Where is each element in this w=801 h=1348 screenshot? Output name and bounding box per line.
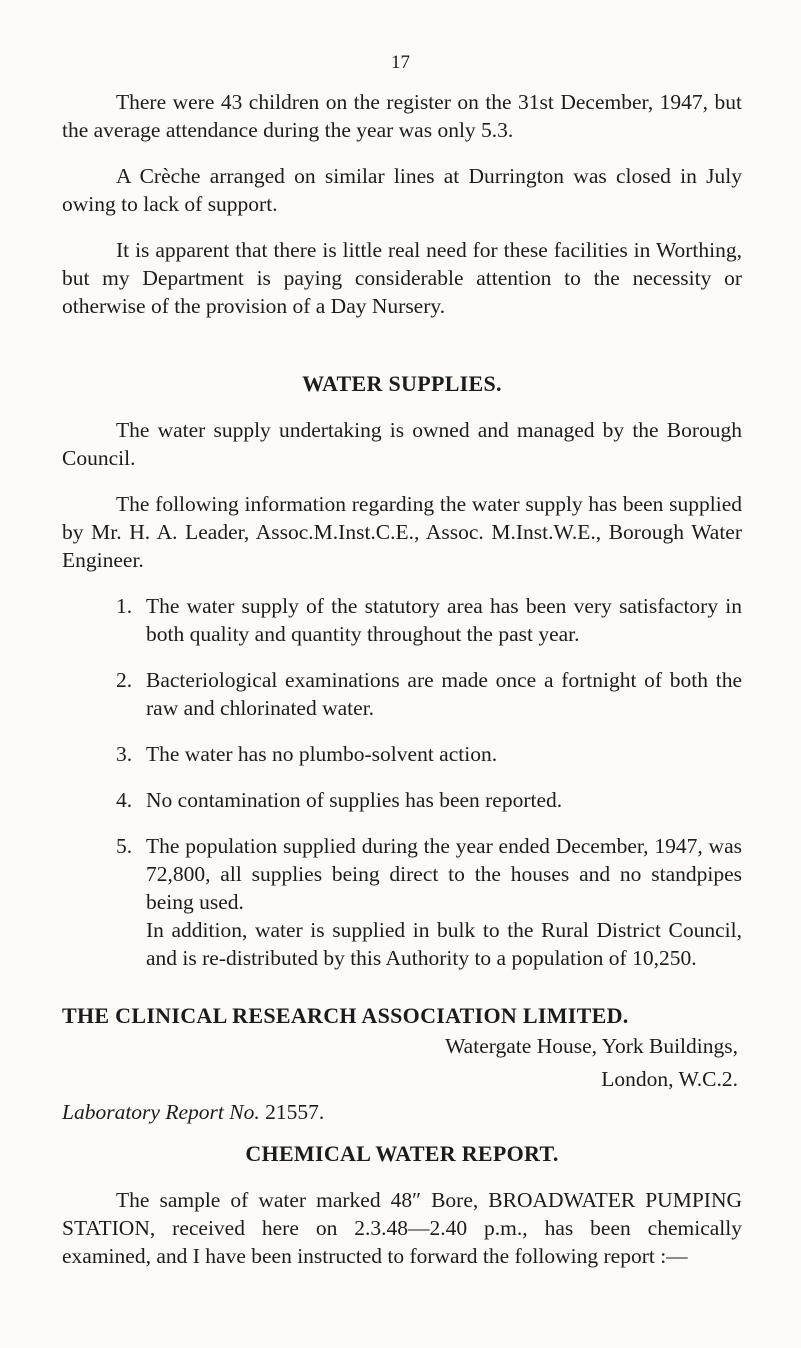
list-item-text: The water has no plumbo-solvent action.	[146, 742, 498, 766]
laboratory-report-line	[62, 1098, 742, 1126]
intro-section	[62, 88, 742, 320]
list-item-text: No contamination of supplies has been reported.	[146, 788, 563, 812]
list-item	[62, 740, 742, 768]
address-line-1: Watergate House, York Buildings,	[445, 1034, 738, 1058]
chemical-report-paragraph: The sample of water marked 48″ Bore, BROADWATER PUMPING STATION, received here on 2.3.48—2.40 p.m., has been chemically examined, and I have been instructed to forward the following report :—	[62, 1188, 742, 1268]
intro-paragraph-1: There were 43 children on the register on the 31st December, 1947, but the average attendance during the year was only 5.3.	[62, 90, 742, 142]
water-supplies-list	[62, 592, 742, 972]
list-item-text: The population supplied during the year ended December, 1947, was 72,800, all supplies being direct to the houses and no standpipes being used.	[146, 834, 742, 914]
water-supplies-section	[62, 370, 742, 972]
list-item	[62, 592, 742, 648]
intro-paragraph-2: A Crèche arranged on similar lines at Durrington was closed in July owing to lack of support.	[62, 164, 742, 216]
water-supplies-heading: WATER SUPPLIES.	[302, 371, 502, 396]
page-number: 17	[391, 52, 410, 73]
intro-paragraph-3: It is apparent that there is little real need for these facilities in Worthing, but my Department is paying considerable attention to the necessity or otherwise of the provision of a Day Nursery.	[62, 238, 742, 318]
list-item	[62, 666, 742, 722]
list-item-number: 1.	[116, 594, 133, 618]
list-item-number: 3.	[116, 742, 133, 766]
list-item-text: Bacteriological examinations are made once a fortnight of both the raw and chlorinated water.	[146, 668, 742, 720]
list-item-number: 5.	[116, 834, 133, 858]
list-item	[62, 786, 742, 814]
list-item-number: 4.	[116, 788, 133, 812]
list-item-continuation: In addition, water is supplied in bulk to the Rural District Council, and is re-distributed by this Authority to a population of 10,250.	[146, 918, 742, 970]
address-line-2: London, W.C.2.	[601, 1067, 738, 1091]
water-supplies-paragraph-1: The water supply undertaking is owned and managed by the Borough Council.	[62, 418, 742, 470]
list-item	[62, 832, 742, 972]
association-section	[62, 1002, 742, 1126]
association-heading: THE CLINICAL RESEARCH ASSOCIATION LIMITED.	[62, 1003, 629, 1028]
association-address	[62, 1030, 742, 1096]
laboratory-report-number: 21557.	[265, 1100, 325, 1124]
chemical-report-section	[62, 1140, 742, 1270]
laboratory-report-label: Laboratory Report No.	[62, 1100, 260, 1124]
chemical-report-heading: CHEMICAL WATER REPORT.	[245, 1141, 559, 1166]
list-item-text: The water supply of the statutory area has been very satisfactory in both quality and quantity throughout the past year.	[146, 594, 742, 646]
water-supplies-paragraph-2: The following information regarding the water supply has been supplied by Mr. H. A. Leader, Assoc.M.Inst.C.E., Assoc. M.Inst.W.E., Borough Water Engineer.	[62, 492, 742, 572]
list-item-number: 2.	[116, 668, 133, 692]
document-body	[62, 88, 742, 1270]
